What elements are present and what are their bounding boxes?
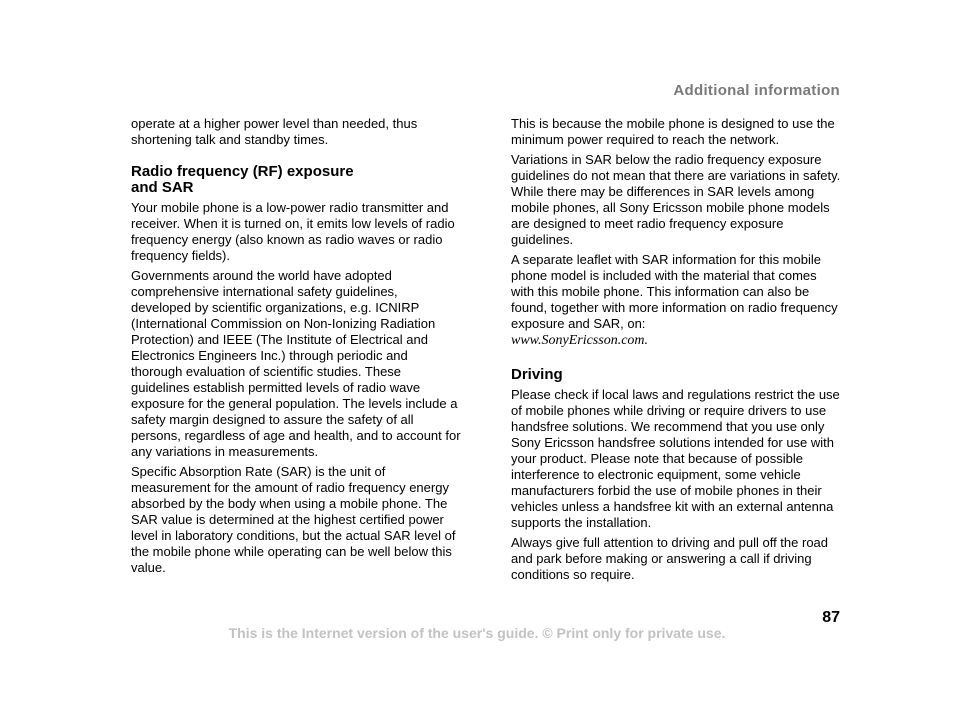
footer-notice: This is the Internet version of the user's guide. © Print only for private use. xyxy=(228,625,726,641)
intro-paragraph: operate at a higher power level than needed, thus shortening talk and standby times. xyxy=(131,116,418,147)
sar-paragraph-3 xyxy=(511,252,841,349)
rf-exposure-heading xyxy=(131,164,461,196)
rf-heading-line2: and SAR xyxy=(131,179,194,196)
section-title: Additional information xyxy=(673,82,840,99)
sar-paragraph-2: Variations in SAR below the radio frequency exposure guidelines do not mean that there are variations in safety. While there may be differences in SAR levels among mobile phones, all Sony Ericsson mobile phone models are designed to meet radio frequency exposure guidelines. xyxy=(511,152,841,247)
rf-heading-line1: Radio frequency (RF) exposure xyxy=(131,163,354,180)
right-column xyxy=(511,116,841,587)
website-link[interactable]: www.SonyEricsson.com xyxy=(511,333,645,348)
rf-paragraph-1: Your mobile phone is a low-power radio transmitter and receiver. When it is turned on, it emits low levels of radio frequency energy (also known as radio waves or radio frequency fields). xyxy=(131,200,455,263)
rf-paragraph-2: Governments around the world have adopted comprehensive international safety guidelines, developed by scientific organizations, e.g. ICNIRP (International Commission on Non-Ionizing Radiation Protection) and IEEE (The Institute of Electrical and Electronics Engineers Inc.) through periodic and thorough evaluation of scientific studies. These guidelines establish permitted levels of radio wave exposure for the general population. The levels include a safety margin designed to assure the safety of all persons, regardless of age and health, and to account for any variations in measurements. xyxy=(131,268,461,459)
driving-paragraph-2: Always give full attention to driving and pull off the road and park before making or answering a call if driving conditions so require. xyxy=(511,535,829,582)
sar-paragraph-3-text: A separate leaflet with SAR information for this mobile phone model is included with the material that comes with this mobile phone. This information can also be found, together with more information on radio frequency exposure and SAR, on: xyxy=(511,252,838,331)
sar-paragraph-1: This is because the mobile phone is designed to use the minimum power required to reach the network. xyxy=(511,116,835,147)
driving-heading: Driving xyxy=(511,366,563,383)
url-period: . xyxy=(644,333,649,348)
driving-paragraph-1: Please check if local laws and regulations restrict the use of mobile phones while driving or require drivers to use handsfree solutions. We recommend that you use only Sony Ericsson handsfree solutions intended for use with your product. Please note that because of possible interference to electronic equipment, some vehicle manufacturers forbid the use of mobile phones in their vehicles unless a handsfree kit with an external antenna supports the installation. xyxy=(511,387,840,530)
left-column xyxy=(131,116,461,580)
page-number: 87 xyxy=(822,609,840,626)
rf-paragraph-3: Specific Absorption Rate (SAR) is the unit of measurement for the amount of radio frequency energy absorbed by the body when using a mobile phone. The SAR value is determined at the highest certified power level in laboratory conditions, but the actual SAR level of the mobile phone while operating can be well below this value. xyxy=(131,464,456,575)
